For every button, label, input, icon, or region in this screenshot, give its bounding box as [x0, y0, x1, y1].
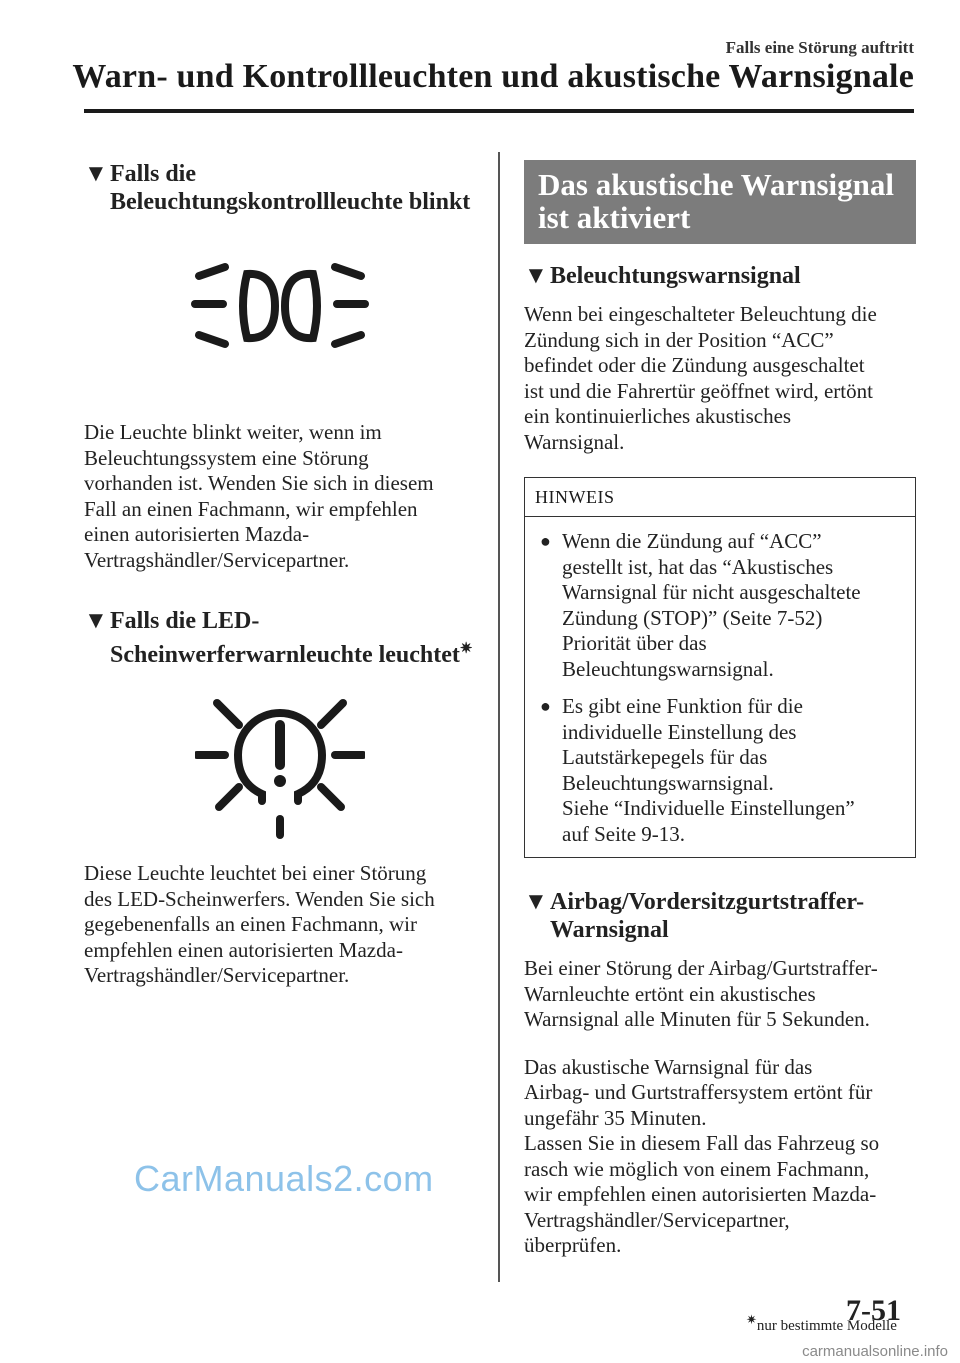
running-header-title: Warn- und Kontrollleuchten und akustische Warnsignale [72, 58, 914, 95]
footer-site: carmanualsonline.info [802, 1343, 948, 1360]
left-column [84, 160, 476, 989]
watermark: CarManuals2.com [134, 1158, 434, 1199]
subheading-beleuchtungswarnsignal: ▼ Beleuchtungswarnsignal [524, 263, 801, 289]
paragraph-led-scheinwerfer: Diese Leuchte leuchtet bei einer Störung des LED-Scheinwerfers. Wenden Sie sich gegebenenfalls an einen Fachmann, wir empfehlen einen autorisierten Mazda- Vertragshändler/Servicepartner. [84, 861, 435, 987]
header-rule [84, 109, 914, 113]
bullet-dot-icon: ● [540, 696, 551, 716]
footer-note: ✷nur bestimmte Modelle [746, 1312, 897, 1334]
note-item: ● Wenn die Zündung auf “ACC” gestellt ist, hat das “Akustisches Warnsignal für nicht ausgeschaltete Zündung (STOP)” (Seite 7-52) Priorität über das Beleuchtungswarnsignal. [540, 529, 861, 681]
triangle-bullet-icon: ▼ [524, 263, 548, 289]
triangle-bullet-icon: ▼ [84, 161, 108, 187]
subheading-beleuchtungskontrollleuchte: ▼ Falls die Beleuchtungskontrollleuchte blinkt [84, 161, 471, 215]
section-banner: Das akustische Warnsignal ist aktiviert [524, 160, 916, 244]
asterisk-mark: ✷ [746, 1312, 757, 1327]
page-number: 7-51 [846, 1294, 901, 1327]
note-box [524, 477, 916, 858]
column-divider [498, 152, 500, 1282]
right-column [524, 160, 916, 1259]
running-header-section: Falls eine Störung auftritt [725, 38, 914, 57]
headlight-warning-icon [185, 256, 375, 366]
paragraph-airbag-1: Bei einer Störung der Airbag/Gurtstraffer- Warnleuchte ertönt ein akustisches Warnsignal alle Minuten für 5 Sekunden. [524, 956, 878, 1031]
paragraph-beleuchtungswarnsignal: Wenn bei eingeschalteter Beleuchtung die Zündung sich in der Position “ACC” befindet oder die Zündung ausgeschaltet ist und die Fahrertür geöffnet wird, ertönt ein kontinuierliches akustisches Warnsignal. [524, 302, 877, 454]
subheading-led-scheinwerfer: ▼ Falls die LED- Scheinwerferwarnleuchte leuchtet✷ [84, 608, 473, 668]
bullet-dot-icon: ● [540, 531, 551, 551]
note-item: ● Es gibt eine Funktion für die individuelle Einstellung des Lautstärkepegels für das Beleuchtungswarnsignal. Siehe “Individuelle Einstellungen” auf Seite 9-13. [540, 694, 855, 846]
subheading-airbag-warnsignal: ▼ Airbag/Vordersitzgurtstraffer- Warnsignal [524, 889, 865, 943]
led-headlight-warning-icon [195, 695, 365, 841]
paragraph-beleuchtungskontrollleuchte: Die Leuchte blinkt weiter, wenn im Beleuchtungssystem eine Störung vorhanden ist. Wenden Sie sich in diesem Fall an einen Fachmann, wir empfehlen einen autorisierten Mazda- Vertragshändler/Servicepartner. [84, 420, 434, 572]
triangle-bullet-icon: ▼ [524, 889, 548, 915]
asterisk-mark: ✷ [459, 641, 473, 657]
paragraph-airbag-2: Das akustische Warnsignal für das Airbag- und Gurtstraffersystem ertönt für ungefähr 35 Minuten. Lassen Sie in diesem Fall das Fahrzeug so rasch wie möglich von einem Fachmann, wir empfehlen einen autorisierten Mazda- Vertragshändler/Servicepartner, überprüfen. [524, 1054, 880, 1257]
note-heading: HINWEIS [525, 478, 915, 517]
triangle-bullet-icon: ▼ [84, 608, 108, 634]
